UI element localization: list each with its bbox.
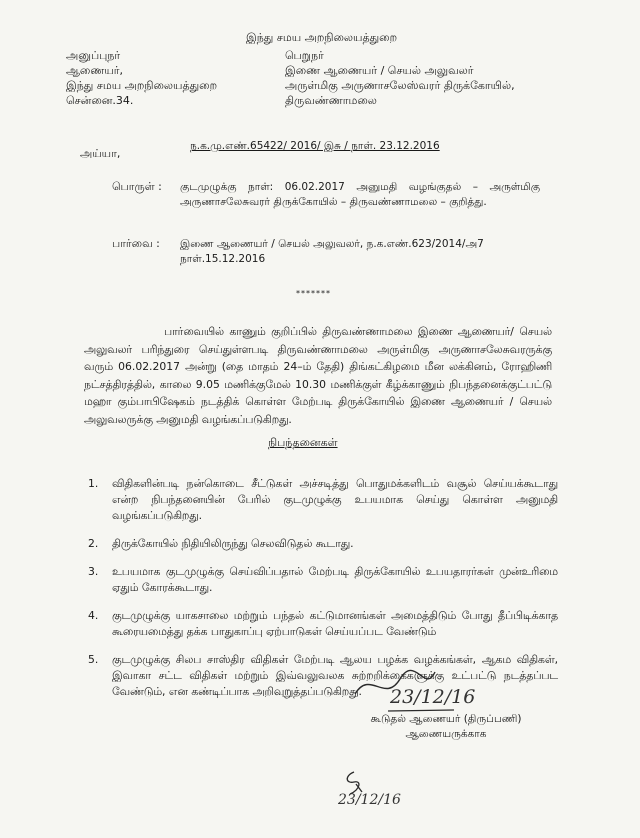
recipient-line-1: இணை ஆணையர் / செயல் அலுவலர் [285,64,474,77]
reference-number: ந.க.மு.எண்.65422/ 2016/ இசு / நாள். 23.12.2016 [190,140,440,152]
condition-text: விதிகளின்படி நன்கொடை சீட்டுகள் அச்சடித்து பொதுமக்களிடம் வசூல் செய்யக்கூடாது என்ற நிபந்தனையின் பேரில் குடமுழுக்கு உபயமாக செய்து கொள்ள அனுமதி வழங்கப்படுகிறது. [112,477,558,522]
condition-text: உபயமாக குடமுழுக்கு செய்விப்பதால் மேற்படி திருக்கோயில் உபயதாரர்கள் முன்உரிமை ஏதும் கோரக்கூடாது. [112,565,558,594]
recipient-line-2: அருள்மிகு அருணாசலேஸ்வரர் திருக்கோயில், [285,79,515,92]
sender-line-1: ஆணையர், [66,64,123,77]
condition-number: 5. [88,653,99,666]
reference-text [180,237,540,267]
salutation: அய்யா, [80,147,121,160]
condition-number: 4. [88,609,99,622]
signature-date: 23/12/16 [390,686,476,708]
conditions-heading: நிபந்தனைகள் [268,436,338,449]
recipient-block [285,49,515,109]
condition-item [88,652,558,700]
conditions-list [88,476,558,712]
initial-date: 23/12/16 [338,792,401,808]
reference-line-1: இணை ஆணையர் / செயல் அலுவலர், ந.க.எண்.623/2014/அ7 [180,238,484,250]
condition-item [88,476,558,524]
recipient-line-3: திருவண்ணாமலை [285,94,377,107]
sender-line-3: சென்னை.34. [66,94,134,107]
subject-text: குடமுழுக்கு நாள்: 06.02.2017 அனுமதி வழங்குதல் – அருள்மிகு அருணாசலேசுவரர் திருக்கோயில் – திருவண்ணாமலை – குறித்து. [180,181,540,208]
sender-label: அனுப்புநர் [66,49,121,62]
condition-text: குடமுழுக்கு யாகசாலை மற்றும் பந்தல் கட்டுமானங்கள் அமைத்திடும் போது தீப்பிடிக்காத கூரையமைத்து தக்க பாதுகாப்பு ஏற்பாடுகள் செய்யப்பட வேண்டும் [112,609,558,638]
signature-designation [366,712,526,742]
condition-number: 3. [88,565,99,578]
reference-label: பார்வை : [112,237,160,250]
sender-line-2: இந்து சமய அறநிலையத்துறை [66,79,218,92]
subject-label: பொருள் : [112,180,162,193]
condition-number: 1. [88,477,99,490]
designation-line-1: கூடுதல் ஆணையர் (திருப்பணி) [370,713,522,725]
sender-block [66,49,217,109]
condition-item [88,564,558,596]
reference-line-2: நாள்.15.12.2016 [180,253,266,265]
body-paragraph: பார்வையில் காணும் குறிப்பில் திருவண்ணாமலை இணை ஆணையர்/ செயல் அலுவலர் பரிந்துரை செய்துள்ளபடி திருவண்ணாமலை அருள்மிகு அருணாசலேசுவரருக்கு வரும் 06.02.2017 அன்று (தை மாதம் 24–ம் தேதி) திங்கட்கிழமை மீன லக்கினம், ரோஹிணி நட்சத்திரத்தில், காலை 9.05 மணிக்குமேல் 10.30 மணிக்குள் கீழ்க்காணும் நிபந்தனைக்குட்பட்டு மஹா கும்பாபிஷேகம் நடத்திக் கொள்ள மேற்படி திருக்கோயில் இணை ஆணையர் / செயல் அலுவலருக்கு அனுமதி வழங்கப்படுகிறது. [84,325,552,426]
condition-number: 2. [88,537,99,550]
separator-stars: ******* [296,289,331,298]
condition-text: குடமுழுக்கு சிலப சாஸ்திர விதிகள் மேற்படி ஆலய பழக்க வழக்கங்கள், ஆகம விதிகள், இவாகா சட்ட விதிகள் மற்றும் இவ்வலுவலக சுற்றறிக்கைகளுக்கு உட்பட்டு நடத்தப்பட வேண்டும், என கண்டிப்பாக அறிவுறுத்தப்படுகிறது. [112,653,558,698]
designation-line-2: ஆணையருக்காக [405,728,487,740]
document-title: இந்து சமய அறநிலையத்துறை [246,31,398,44]
condition-text: திருக்கோயில் நிதியிலிருந்து செலவிடுதல் கூடாது. [112,537,354,550]
recipient-label: பெறுநர் [285,49,324,62]
condition-item [88,608,558,640]
condition-item [88,536,558,552]
